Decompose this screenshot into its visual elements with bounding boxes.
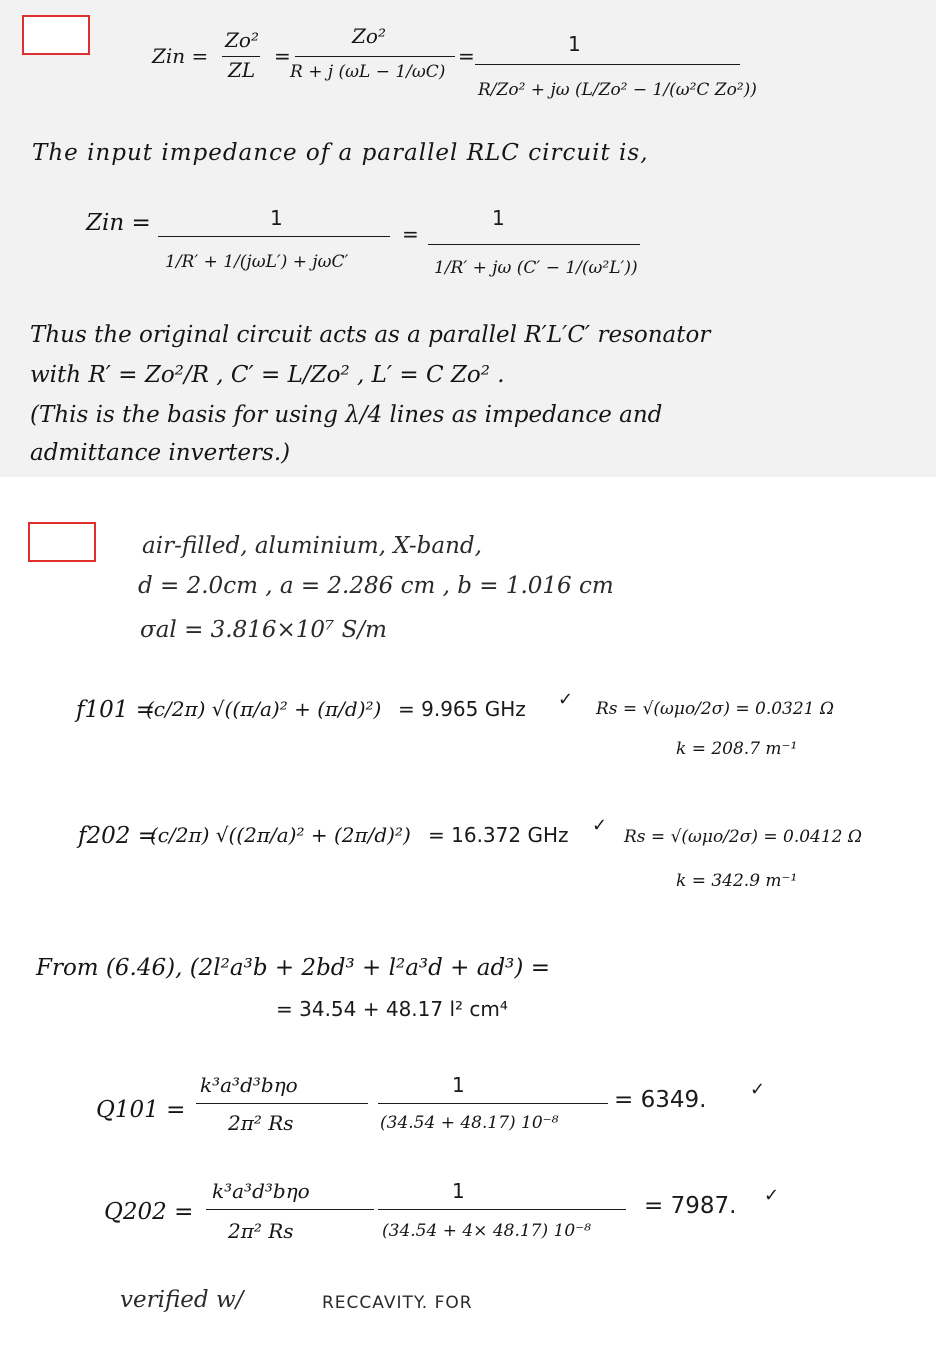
eq1-frac2-bar — [295, 56, 455, 57]
para-line-4: admittance inverters.) — [30, 440, 291, 466]
q101-bar2 — [378, 1103, 608, 1104]
f101-check-mark: ✓ — [558, 689, 574, 710]
eq2-equals-a: = — [402, 222, 419, 246]
eq2-frac1-bar — [158, 236, 390, 237]
f101-label: f101 = — [76, 697, 155, 723]
f202-check-mark: ✓ — [592, 815, 608, 836]
eq1-frac3-num: 1 — [568, 32, 581, 56]
solution-panel-bottom — [0, 477, 936, 1353]
q202-bar2 — [378, 1209, 626, 1210]
f101-expr: (c/2π) √((π/a)² + (π/d)²) — [146, 697, 382, 721]
q202-bar1 — [206, 1209, 374, 1210]
eq2-frac2-den: 1/R′ + jω (C′ − 1/(ω²L′)) — [434, 258, 638, 278]
eq2-frac2-num: 1 — [492, 206, 505, 230]
eq1-frac3-bar — [475, 64, 740, 65]
q202-den2: (34.54 + 4× 48.17) 10⁻⁸ — [382, 1221, 591, 1241]
footer-verified-note: verified w/ — [120, 1287, 244, 1313]
para-line-1: Thus the original circuit acts as a parallel R′L′C′ resonator — [30, 322, 711, 348]
solution-panel-top — [0, 0, 936, 477]
q101-result: = 6349. — [614, 1087, 707, 1113]
para-line-3: (This is the basis for using λ/4 lines as impedance and — [30, 402, 663, 428]
f202-expr: (c/2π) √((2π/a)² + (2π/d)²) — [150, 823, 411, 847]
eq1-lhs: Zin = — [152, 44, 209, 68]
q202-num2: 1 — [452, 1179, 465, 1203]
f202-label: f202 = — [78, 823, 157, 849]
from-line-2: = 34.54 + 48.17 l² cm⁴ — [276, 997, 508, 1021]
q101-num2: 1 — [452, 1073, 465, 1097]
sentence-input-impedance: The input impedance of a parallel RLC circuit is, — [32, 140, 649, 166]
q101-den1: 2π² Rs — [228, 1111, 294, 1135]
eq2-lhs: Zin = — [86, 210, 151, 236]
eq2-frac1-den: 1/R′ + 1/(jωL′) + jωC′ — [165, 252, 349, 272]
eq2-frac1-num: 1 — [270, 206, 283, 230]
f202-result: = 16.372 GHz — [428, 823, 569, 847]
f101-rs: Rs = √(ωμo/2σ) = 0.0321 Ω — [596, 699, 834, 719]
from-line-1: From (6.46), (2l²a³b + 2bd³ + l²a³d + ad³) = — [36, 955, 550, 981]
f202-k: k = 342.9 m⁻¹ — [676, 871, 798, 891]
q202-label: Q202 = — [104, 1199, 194, 1225]
eq1-equals-a: = — [274, 44, 291, 68]
q202-result: = 7987. — [644, 1193, 737, 1219]
given-line-2: d = 2.0cm , a = 2.286 cm , b = 1.016 cm — [138, 573, 614, 599]
q101-num1: k³a³d³bηo — [200, 1073, 298, 1097]
f101-result: = 9.965 GHz — [398, 697, 526, 721]
f101-k: k = 208.7 m⁻¹ — [676, 739, 798, 759]
eq1-frac1-den: ZL — [228, 58, 256, 82]
q101-den2: (34.54 + 48.17) 10⁻⁸ — [380, 1113, 559, 1133]
q202-check-mark: ✓ — [764, 1185, 780, 1206]
footer-program-name: RECCAVITY. FOR — [322, 1293, 473, 1313]
q101-label: Q101 = — [96, 1097, 186, 1123]
q202-den1: 2π² Rs — [228, 1219, 294, 1243]
eq1-equals-b: = — [458, 44, 475, 68]
q101-bar1 — [196, 1103, 368, 1104]
eq1-frac1-num: Zo² — [225, 28, 259, 52]
eq2-frac2-bar — [428, 244, 640, 245]
eq1-frac2-num: Zo² — [352, 24, 386, 48]
q101-check-mark: ✓ — [750, 1079, 766, 1100]
f202-rs: Rs = √(ωμo/2σ) = 0.0412 Ω — [624, 827, 862, 847]
eq1-frac2-den: R + j (ωL − 1/ωC) — [290, 62, 446, 82]
q202-num1: k³a³d³bηo — [212, 1179, 310, 1203]
problem-marker-box-2 — [28, 522, 96, 562]
eq1-frac3-den: R/Zo² + jω (L/Zo² − 1/(ω²C Zo²)) — [478, 80, 757, 100]
eq1-frac1-bar — [222, 56, 260, 57]
problem-marker-box — [22, 15, 90, 55]
given-line-3: σal = 3.816×10⁷ S/m — [140, 617, 387, 643]
given-line-1: air-filled, aluminium, X-band, — [142, 533, 482, 559]
para-line-2: with R′ = Zo²/R , C′ = L/Zo² , L′ = C Zo² . — [30, 362, 505, 388]
